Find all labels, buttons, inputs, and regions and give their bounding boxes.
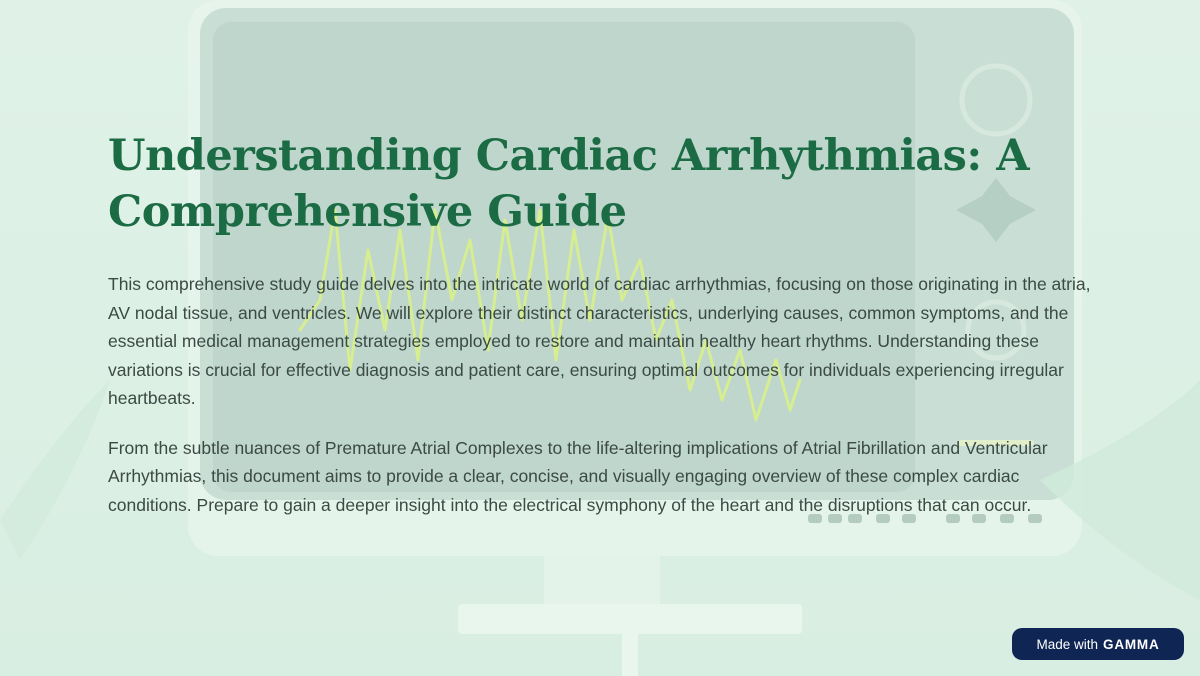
made-with-gamma-badge[interactable]: [1012, 628, 1184, 660]
intro-paragraph: This comprehensive study guide delves into the intricate world of cardiac arrhythmias, focusing on those originating in the atria, AV nodal tissue, and ventricles. We will explore their distinct characteristics, underlying causes, common symptoms, and the essential medical management strategies employed to restore and maintain healthy heart rhythms. Understanding these variations is crucial for effective diagnosis and patient care, ensuring optimal outcomes for individuals experiencing irregular heartbeats.: [108, 274, 1091, 408]
slide-content: [108, 128, 1098, 519]
overview-paragraph: From the subtle nuances of Premature Atrial Complexes to the life-altering implications of Atrial Fibrillation and Ventricular Arrhythmias, this document aims to provide a clear, concise, and visually engaging overview of these complex cardiac conditions. Prepare to gain a deeper insight into the electrical symphony of the heart and the disruptions that can occur.: [108, 437, 1048, 515]
badge-prefix: Made with: [1036, 636, 1099, 652]
gamma-logo: GAMMA: [1103, 636, 1160, 652]
monitor-neck: [544, 556, 660, 606]
monitor-base: [458, 604, 802, 634]
monitor-pole: [622, 634, 638, 676]
leaf-left: [0, 380, 110, 560]
page-title: Understanding Cardiac Arrhythmias: A Comprehensive Guide: [108, 131, 1030, 237]
